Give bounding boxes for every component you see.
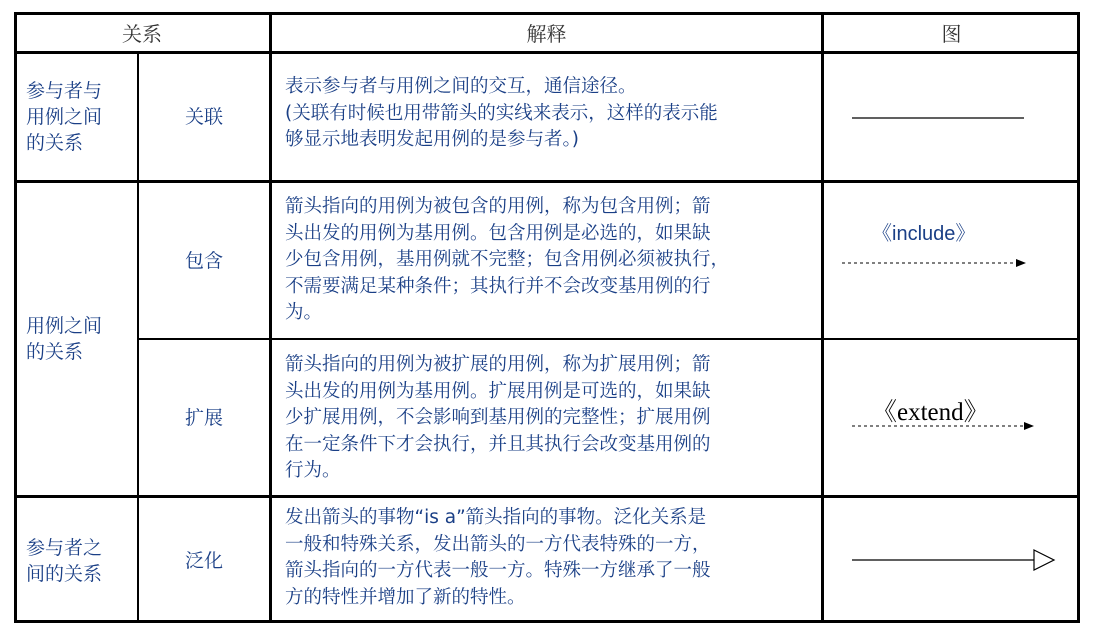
type-include: 包含 <box>184 249 223 272</box>
association-line-icon <box>824 54 1080 180</box>
header-relation: 关系 <box>122 21 162 46</box>
desc-line: 箭头指向的一方代表一般一方。特殊一方继承了一般 <box>285 560 711 581</box>
figure-generalization <box>824 498 1080 623</box>
desc-line: 箭头指向的用例为被包含的用例，称为包含用例；箭 <box>285 196 711 217</box>
desc-line: 发出箭头的事物“is a”箭头指向的事物。泛化关系是 <box>285 507 707 528</box>
desc-line: 方的特性并增加了新的特性。 <box>285 586 526 608</box>
group-actor-usecase-label: 参与者与 用例之间 的关系 <box>26 80 103 154</box>
desc-association <box>272 74 821 174</box>
group-actor-actor <box>14 498 137 623</box>
header-explanation: 解释 <box>526 21 567 46</box>
figure-extend <box>824 340 1080 495</box>
type-generalization: 泛化 <box>184 549 223 572</box>
desc-line: 一般和特殊关系，发出箭头的一方代表特殊的一方， <box>285 533 711 555</box>
header-figure: 图 <box>941 21 962 46</box>
relationship-table <box>14 12 1080 623</box>
desc-line: 少包含用例，基用例就不完整；包含用例必须被执行， <box>285 249 730 270</box>
figure-include <box>824 183 1080 338</box>
desc-line: 箭头指向的用例为被扩展的用例，称为扩展用例；箭 <box>285 354 711 375</box>
figure-association <box>824 54 1080 180</box>
include-stereotype-label: 《include》 <box>872 223 976 245</box>
desc-line: 少扩展用例，不会影响到基用例的完整性；扩展用例 <box>285 407 711 428</box>
desc-line: 头出发的用例为基用例。包含用例是必选的，如果缺 <box>285 222 711 244</box>
hollow-triangle-arrow-icon <box>824 498 1080 623</box>
extend-stereotype-label: 《extend》 <box>872 399 989 426</box>
desc-line: 表示参与者与用例之间的交互，通信途径。 <box>285 76 637 97</box>
desc-line: (关联有时候也用带箭头的实线来表示，这样的表示能 <box>285 102 718 124</box>
group-usecase-usecase-label: 用例之间 的关系 <box>26 315 103 363</box>
group-usecase-usecase <box>14 183 137 495</box>
desc-line: 够显示地表明发起用例的是参与者。) <box>285 129 579 150</box>
desc-line: 行为。 <box>285 460 341 481</box>
dashed-arrow-icon <box>824 340 1080 495</box>
dashed-arrow-icon <box>824 183 1080 338</box>
group-actor-usecase <box>14 54 137 180</box>
desc-line: 在一定条件下才会执行，并且其执行会改变基用例的 <box>285 433 711 455</box>
group-actor-actor-label: 参与者之 间的关系 <box>26 536 103 585</box>
desc-line: 头出发的用例为基用例。扩展用例是可选的，如果缺 <box>285 380 711 402</box>
type-extend: 扩展 <box>184 406 223 429</box>
desc-line: 为。 <box>285 302 323 323</box>
desc-include <box>272 194 821 334</box>
desc-line: 不需要满足某种条件；其执行并不会改变基用例的行 <box>285 275 711 297</box>
desc-generalization <box>272 505 821 620</box>
desc-extend <box>272 352 821 492</box>
type-association: 关联 <box>184 106 223 128</box>
